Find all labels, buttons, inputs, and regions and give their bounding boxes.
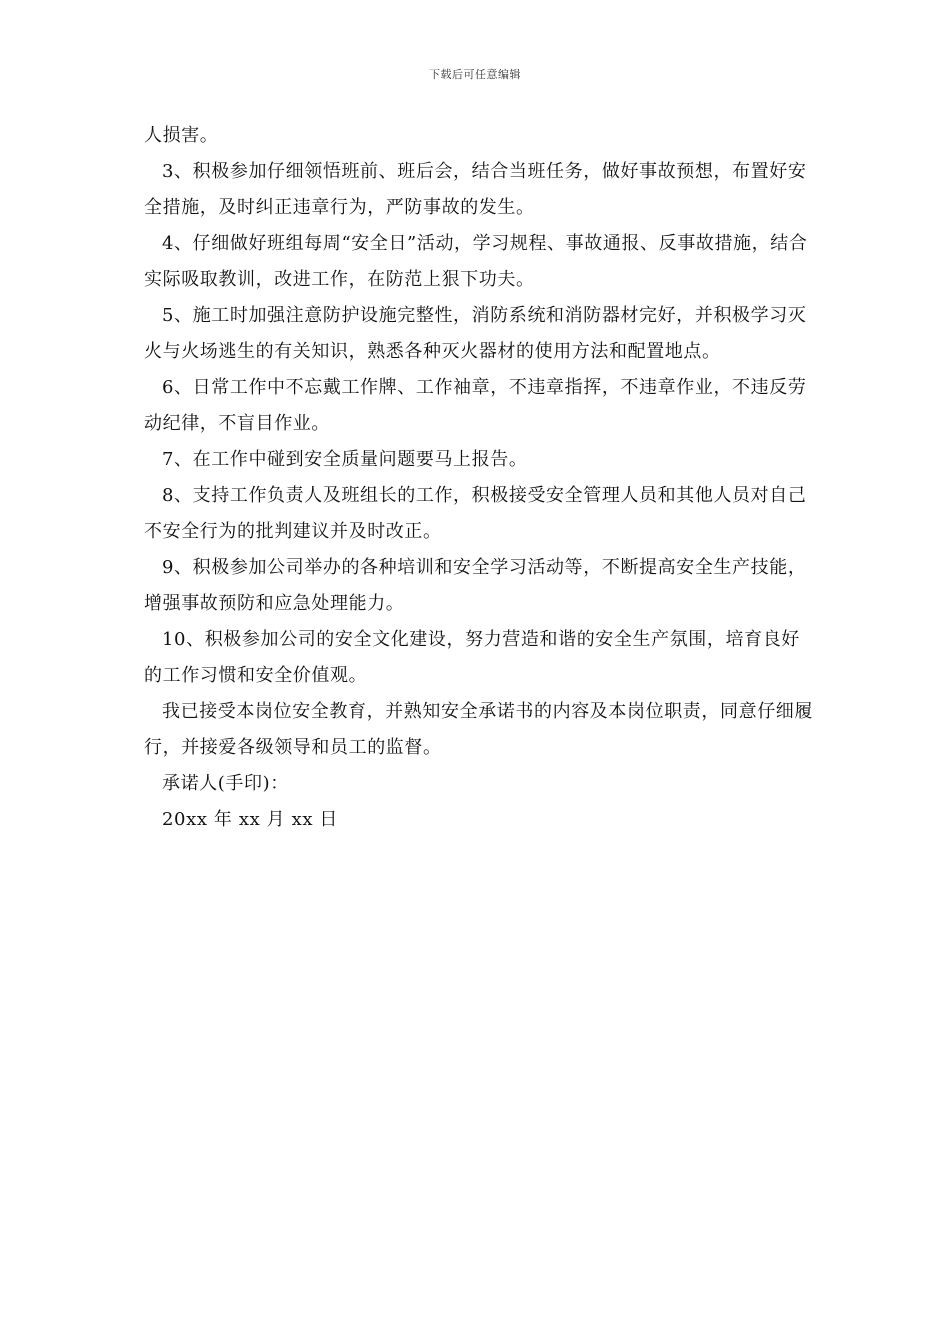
page-header: 下载后可任意编辑 — [429, 68, 521, 81]
paragraph-acknowledgement: 我已接受本岗位安全教育，并熟知安全承诺书的内容及本岗位职责，同意仔细履行，并接爱各级领导和员工的监督。 — [144, 701, 813, 758]
paragraph-item-6: 6、日常工作中不忘戴工作牌、工作袖章，不违章指挥，不违章作业，不违反劳动纪律，不盲目作业。 — [144, 377, 807, 434]
paragraph-item-9: 9、积极参加公司举办的各种培训和安全学习活动等，不断提高安全生产技能，增强事故预防和应急处理能力。 — [144, 557, 807, 614]
signature-label: 承诺人(手印)： — [162, 773, 289, 794]
document-body — [144, 118, 814, 838]
paragraph-item-8: 8、支持工作负责人及班组长的工作，积极接受安全管理人员和其他人员对自己不安全行为的批判建议并及时改正。 — [144, 485, 807, 542]
signature-date: 20xx 年 xx 月 xx 日 — [162, 809, 339, 830]
paragraph-item-5: 5、施工时加强注意防护设施完整性，消防系统和消防器材完好，并积极学习灭火与火场逃生的有关知识，熟悉各种灭火器材的使用方法和配置地点。 — [144, 305, 807, 362]
paragraph-continuation: 人损害。 — [144, 125, 219, 146]
paragraph-item-10: 10、积极参加公司的安全文化建设，努力营造和谐的安全生产氛围，培育良好的工作习惯和安全价值观。 — [144, 629, 800, 686]
paragraph-item-3: 3、积极参加仔细领悟班前、班后会，结合当班任务，做好事故预想，布置好安全措施，及时纠正违章行为，严防事故的发生。 — [144, 161, 807, 218]
paragraph-item-7: 7、在工作中碰到安全质量问题要马上报告。 — [162, 449, 528, 470]
paragraph-item-4: 4、仔细做好班组每周“安全日”活动，学习规程、事故通报、反事故措施，结合实际吸取教训，改进工作，在防范上狠下功夫。 — [144, 233, 808, 290]
